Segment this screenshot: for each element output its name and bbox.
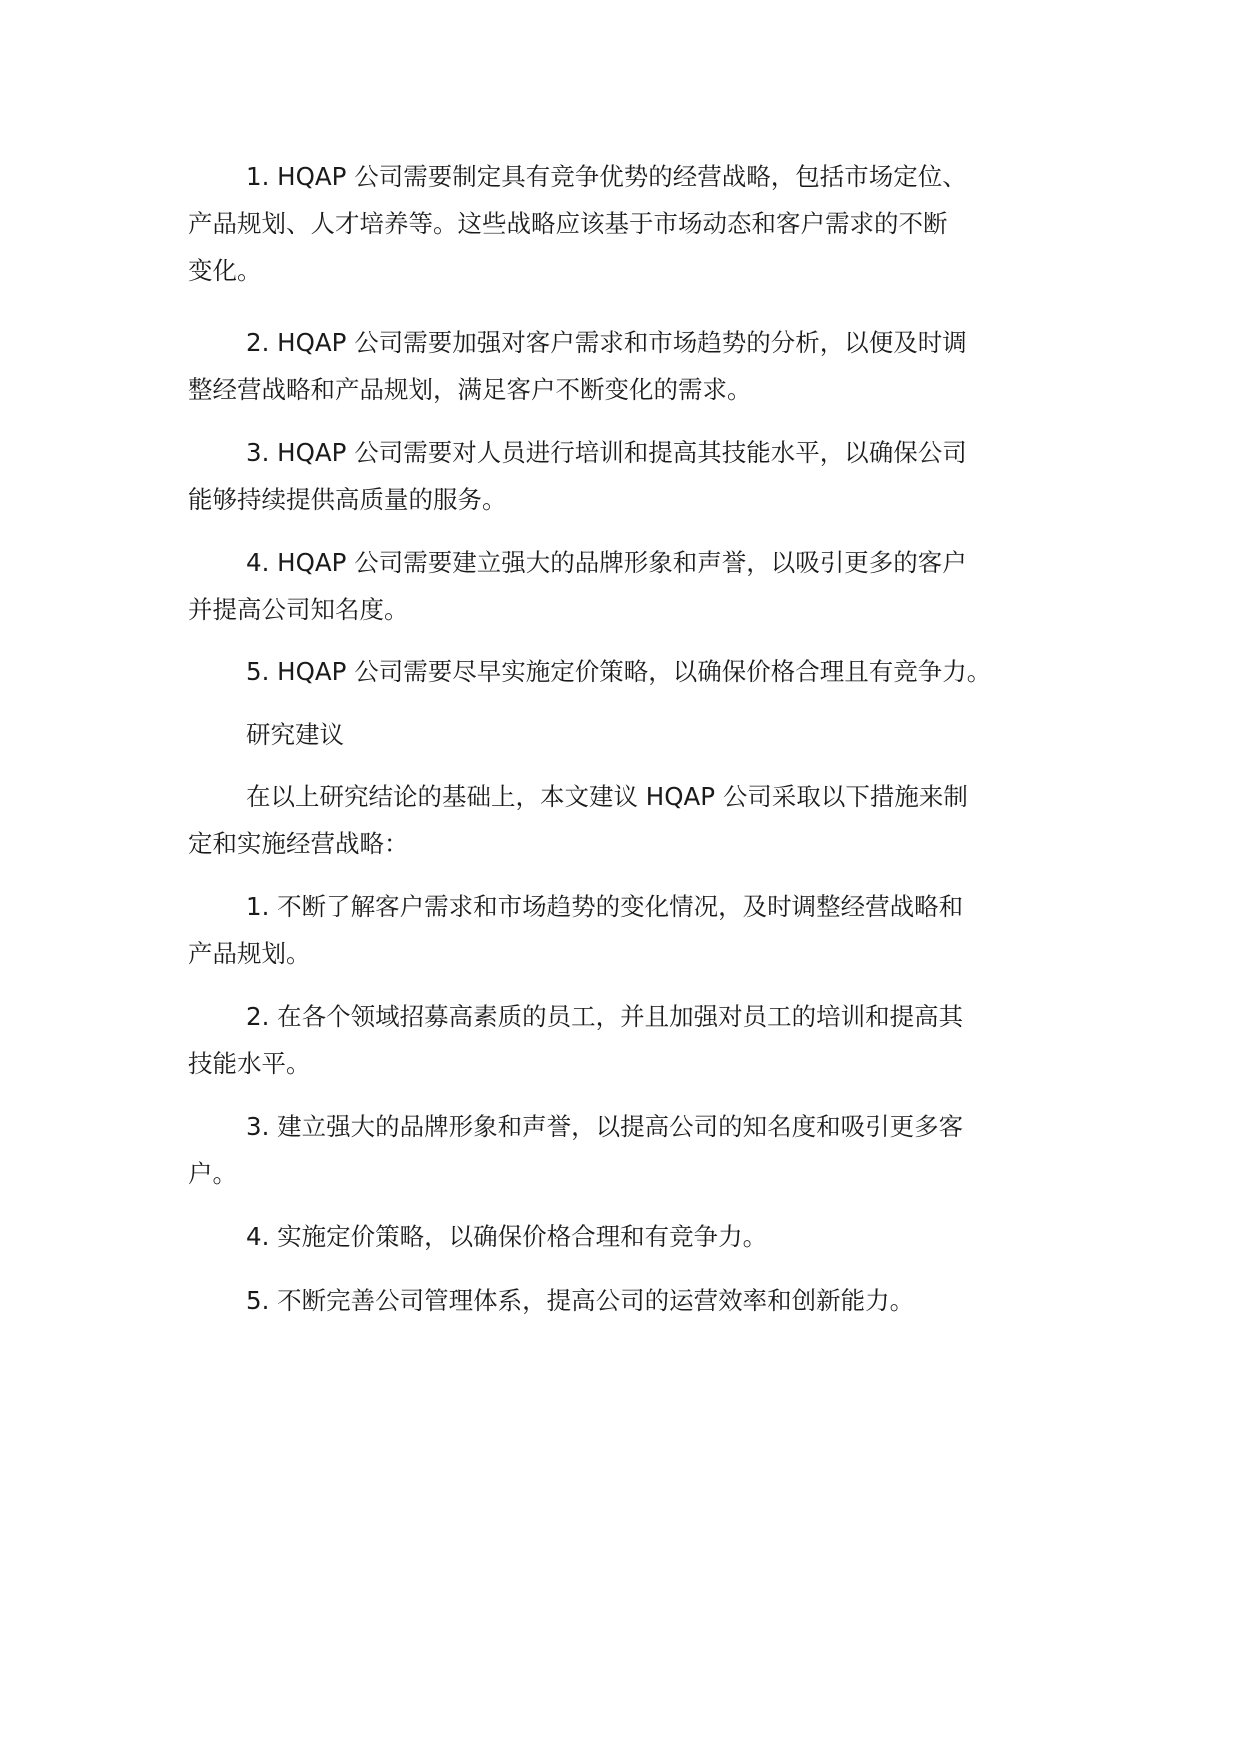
paragraph-line: 户。 (188, 1159, 237, 1188)
paragraph-line: 变化。 (188, 256, 262, 285)
paragraph-line: 能够持续提供高质量的服务。 (188, 485, 507, 514)
paragraph-line: 1. HQAP 公司需要制定具有竞争优势的经营战略，包括市场定位、 (246, 162, 967, 191)
paragraph-line: 4. HQAP 公司需要建立强大的品牌形象和声誉，以吸引更多的客户 (246, 548, 967, 577)
recommendation-item-5 (188, 1277, 1088, 1324)
paragraph-line: 整经营战略和产品规划，满足客户不断变化的需求。 (188, 375, 752, 404)
conclusion-item-3 (188, 429, 1088, 523)
paragraph-line: 5. HQAP 公司需要尽早实施定价策略，以确保价格合理且有竞争力。 (246, 657, 992, 686)
section-heading: 研究建议 (246, 720, 344, 749)
conclusion-item-4 (188, 539, 1088, 633)
recommendation-item-1 (188, 883, 1088, 977)
paragraph-line: 2. 在各个领域招募高素质的员工，并且加强对员工的培训和提高其 (246, 1002, 964, 1031)
paragraph-line: 2. HQAP 公司需要加强对客户需求和市场趋势的分析，以便及时调 (246, 328, 967, 357)
paragraph-line: 5. 不断完善公司管理体系，提高公司的运营效率和创新能力。 (246, 1286, 915, 1315)
paragraph-line: 3. 建立强大的品牌形象和声誉，以提高公司的知名度和吸引更多客 (246, 1112, 964, 1141)
paragraph-line: 3. HQAP 公司需要对人员进行培训和提高其技能水平，以确保公司 (246, 438, 967, 467)
conclusion-item-2 (188, 319, 1088, 413)
paragraph-line: 4. 实施定价策略，以确保价格合理和有竞争力。 (246, 1222, 768, 1251)
recommendation-item-2 (188, 993, 1088, 1087)
conclusion-item-1 (188, 153, 1088, 294)
paragraph-line: 产品规划、人才培养等。这些战略应该基于市场动态和客户需求的不断 (188, 209, 948, 238)
conclusion-item-5 (188, 648, 1088, 695)
paragraph-line: 1. 不断了解客户需求和市场趋势的变化情况，及时调整经营战略和 (246, 892, 964, 921)
paragraph-line: 并提高公司知名度。 (188, 595, 409, 624)
intro-paragraph (188, 773, 1088, 867)
paragraph-line: 产品规划。 (188, 939, 311, 968)
recommendation-item-4 (188, 1213, 1088, 1260)
paragraph-line: 定和实施经营战略： (188, 829, 409, 858)
paragraph-line: 在以上研究结论的基础上，本文建议 HQAP 公司采取以下措施来制 (246, 782, 968, 811)
paragraph-line: 技能水平。 (188, 1049, 311, 1078)
recommendation-item-3 (188, 1103, 1088, 1197)
